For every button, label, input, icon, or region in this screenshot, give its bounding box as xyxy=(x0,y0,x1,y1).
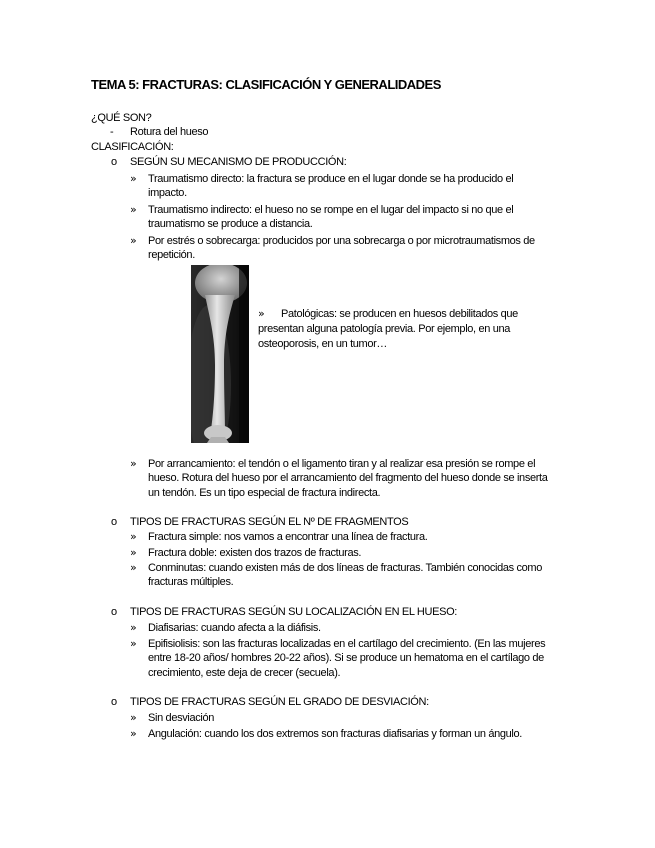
arrancamiento-line: Por arrancamiento: el tendón o el ligamento tiran y al realizar esa presión se rompe el xyxy=(148,458,536,470)
arrow-bullet: » xyxy=(130,530,137,543)
arrow-bullet: » xyxy=(130,727,137,740)
arrow-bullet: » xyxy=(130,637,137,650)
desviacion-item-line: Angulación: cuando los dos extremos son fracturas diafisarias y forman un ángulo. xyxy=(148,728,522,740)
desviacion-heading: TIPOS DE FRACTURAS SEGÚN EL GRADO DE DESVIACIÓN: xyxy=(130,696,429,708)
circle-bullet: o xyxy=(111,156,117,168)
mecanismo-item-line: Traumatismo indirecto: el hueso no se rompe en el lugar del impacto si no que el xyxy=(148,204,514,216)
dash-bullet: - xyxy=(110,126,114,138)
fragmentos-item-line: Conminutas: cuando existen más de dos líneas de fracturas. También conocidas como xyxy=(148,562,542,574)
mecanismo-item-line: impacto. xyxy=(148,187,187,199)
mecanismo-item-line: Por estrés o sobrecarga: producidos por una sobrecarga o por microtraumatismos de xyxy=(148,235,535,247)
mecanismo-item-line: repetición. xyxy=(148,249,195,261)
fragmentos-item-line: fracturas múltiples. xyxy=(148,576,234,588)
fragmentos-heading: TIPOS DE FRACTURAS SEGÚN EL Nº DE FRAGMENTOS xyxy=(130,516,409,528)
desviacion-item-line: Sin desviación xyxy=(148,712,215,724)
arrancamiento-line: hueso. Rotura del hueso por el arrancamiento del fragmento del hueso donde se inserta xyxy=(148,472,548,484)
arrow-bullet: » xyxy=(130,546,137,559)
que-son-item: Rotura del hueso xyxy=(130,126,209,138)
arrow-bullet: » xyxy=(130,711,137,724)
arrow-bullet: » xyxy=(130,561,137,574)
localizacion-item-line: Epifisiolisis: son las fracturas localizadas en el cartílago del crecimiento. (En las mujeres xyxy=(148,638,546,650)
xray-image xyxy=(191,265,249,443)
arrow-bullet: » xyxy=(130,172,137,185)
xray-bone-graphic xyxy=(191,265,249,443)
localizacion-heading: TIPOS DE FRACTURAS SEGÚN SU LOCALIZACIÓN EN EL HUESO: xyxy=(130,606,457,618)
circle-bullet: o xyxy=(111,516,117,528)
document-title: TEMA 5: FRACTURAS: CLASIFICACIÓN Y GENERALIDADES xyxy=(91,77,441,92)
clasificacion-heading: CLASIFICACIÓN: xyxy=(91,141,174,153)
fragmentos-item-line: Fractura doble: existen dos trazos de fracturas. xyxy=(148,547,362,559)
patologicas-line: presentan alguna patología previa. Por ejemplo, en una xyxy=(258,323,511,335)
localizacion-item-line: Diafisarias: cuando afecta a la diáfisis. xyxy=(148,622,321,634)
mecanismo-heading: SEGÚN SU MECANISMO DE PRODUCCIÓN: xyxy=(130,156,347,168)
mecanismo-item-line: Traumatismo directo: la fractura se produce en el lugar donde se ha producido el xyxy=(148,173,514,185)
localizacion-item-line: crecimiento, este deja de crecer (secuela). xyxy=(148,667,341,679)
arrow-bullet: » xyxy=(130,203,137,216)
arrow-bullet: » xyxy=(130,621,137,634)
localizacion-item-line: entre 18-20 años/ hombres 20-22 años). Si se produce un hematoma en el cartílago de xyxy=(148,652,544,664)
fragmentos-item-line: Fractura simple: nos vamos a encontrar una línea de fractura. xyxy=(148,531,428,543)
arrancamiento-line: un tendón. Es un tipo especial de fractura indirecta. xyxy=(148,487,381,499)
arrow-bullet: » xyxy=(258,307,265,320)
circle-bullet: o xyxy=(111,696,117,708)
circle-bullet: o xyxy=(111,606,117,618)
que-son-heading: ¿QUÉ SON? xyxy=(91,112,152,124)
arrow-bullet: » xyxy=(130,457,137,470)
patologicas-line: Patológicas: se producen en huesos debilitados que xyxy=(281,308,518,320)
patologicas-line: osteoporosis, en un tumor… xyxy=(258,338,388,350)
mecanismo-item-line: traumatismo se produce a distancia. xyxy=(148,218,313,230)
arrow-bullet: » xyxy=(130,234,137,247)
